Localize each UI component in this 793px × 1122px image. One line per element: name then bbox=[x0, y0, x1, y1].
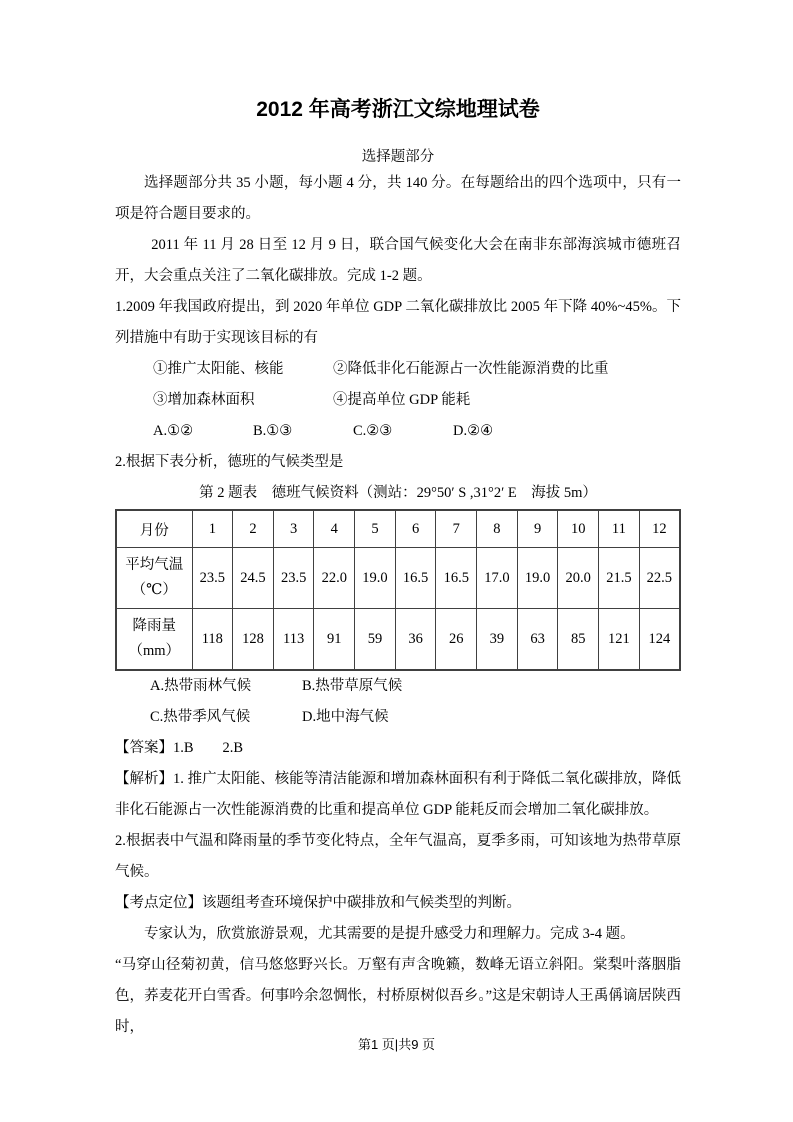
intro-paragraph: 选择题部分共 35 小题，每小题 4 分，共 140 分。在每题给出的四个选项中，只有一项是符合题目要求的。 bbox=[115, 175, 681, 222]
choice-c: C.热带季风气候 bbox=[150, 709, 251, 725]
exam-point-paragraph: 【考点定位】该题组考查环境保护中碳排放和气候类型的判断。 bbox=[115, 895, 521, 911]
choice-b: B.①③ bbox=[253, 423, 293, 439]
rain-cell: 128 bbox=[233, 609, 274, 671]
month-cell: 6 bbox=[395, 510, 436, 548]
temperature-row-label bbox=[116, 548, 192, 609]
temp-cell: 22.0 bbox=[314, 548, 355, 609]
month-cell: 4 bbox=[314, 510, 355, 548]
page-title: 2012 年高考浙江文综地理试卷 bbox=[256, 98, 540, 121]
temp-cell: 16.5 bbox=[436, 548, 477, 609]
question-2-stem: 2.根据下表分析，德班的气候类型是 bbox=[115, 454, 344, 470]
climate-table-caption: 第 2 题表 德班气候资料（测站：29°50′ S ,31°2′ E 海拔 5m） bbox=[199, 485, 597, 501]
rain-cell: 36 bbox=[395, 609, 436, 671]
month-cell: 3 bbox=[273, 510, 314, 548]
table-header-row bbox=[116, 510, 680, 548]
rain-cell: 63 bbox=[517, 609, 558, 671]
option-item-4: ④提高单位 GDP 能耗 bbox=[333, 392, 471, 408]
temp-cell: 24.5 bbox=[233, 548, 274, 609]
choice-c: C.②③ bbox=[353, 423, 393, 439]
month-cell: 12 bbox=[639, 510, 680, 548]
rain-cell: 121 bbox=[599, 609, 640, 671]
rainfall-row bbox=[116, 609, 680, 671]
rain-cell: 26 bbox=[436, 609, 477, 671]
rain-cell: 39 bbox=[477, 609, 518, 671]
temperature-label-text: 平均气温 bbox=[125, 557, 184, 573]
month-cell: 1 bbox=[192, 510, 233, 548]
question-3-4-context: 专家认为，欣赏旅游景观，尤其需要的是提升感受力和理解力。完成 3-4 题。 bbox=[144, 926, 635, 942]
month-cell: 9 bbox=[517, 510, 558, 548]
question-1-stem: 1.2009 年我国政府提出，到 2020 年单位 GDP 二氧化碳排放比 2005 年下降 40%~45%。下列措施中有助于实现该目标的有 bbox=[115, 299, 681, 346]
answer-line: 【答案】1.B 2.B bbox=[115, 740, 244, 756]
month-header-cell: 月份 bbox=[116, 510, 192, 548]
temp-cell: 19.0 bbox=[355, 548, 396, 609]
month-cell: 2 bbox=[233, 510, 274, 548]
analysis-paragraph-1: 【解析】1. 推广太阳能、核能等清洁能源和增加森林面积有利于降低二氧化碳排放，降低非化石能源占一次性能源消费的比重和提高单位 GDP 能耗反而会增加二氧化碳排放。 bbox=[115, 771, 681, 818]
rain-cell: 91 bbox=[314, 609, 355, 671]
temp-cell: 23.5 bbox=[192, 548, 233, 609]
rain-cell: 124 bbox=[639, 609, 680, 671]
month-cell: 10 bbox=[558, 510, 599, 548]
rainfall-unit-text: （mm） bbox=[128, 643, 181, 659]
rainfall-label-text: 降雨量 bbox=[132, 618, 176, 634]
option-item-1: ①推广太阳能、核能 bbox=[153, 361, 284, 377]
rain-cell: 118 bbox=[192, 609, 233, 671]
month-cell: 7 bbox=[436, 510, 477, 548]
question-1-choices-row bbox=[153, 416, 681, 447]
question-1-items-row-1 bbox=[153, 354, 681, 385]
temperature-unit-text: （℃） bbox=[131, 582, 177, 598]
option-item-3: ③增加森林面积 bbox=[153, 392, 255, 408]
temp-cell: 20.0 bbox=[558, 548, 599, 609]
analysis-paragraph-2: 2.根据表中气温和降雨量的季节变化特点，全年气温高，夏季多雨，可知该地为热带草原气候。 bbox=[115, 833, 681, 880]
choice-a: A.热带雨林气候 bbox=[150, 678, 252, 694]
month-cell: 8 bbox=[477, 510, 518, 548]
section-heading: 选择题部分 bbox=[361, 149, 435, 165]
choice-d: D.②④ bbox=[453, 423, 494, 439]
page-footer: 第1 页|共9 页 bbox=[357, 1037, 436, 1052]
option-item-2: ②降低非化石能源占一次性能源消费的比重 bbox=[333, 361, 609, 377]
temp-cell: 22.5 bbox=[639, 548, 680, 609]
question-1-items-row-2 bbox=[153, 385, 681, 416]
temperature-row bbox=[116, 548, 680, 609]
temp-cell: 16.5 bbox=[395, 548, 436, 609]
choice-d: D.地中海气候 bbox=[302, 709, 389, 725]
temp-cell: 21.5 bbox=[599, 548, 640, 609]
rain-cell: 85 bbox=[558, 609, 599, 671]
poem-paragraph: “马穿山径菊初黄，信马悠悠野兴长。万壑有声含晚籁，数峰无语立斜阳。棠梨叶落胭脂色，荞麦花开白雪香。何事吟余忽惆怅，村桥原树似吾乡。”这是宋朝诗人王禹偁谪居陕西时， bbox=[115, 957, 681, 1035]
rain-cell: 59 bbox=[355, 609, 396, 671]
rainfall-row-label bbox=[116, 609, 192, 671]
choice-b: B.热带草原气候 bbox=[302, 678, 403, 694]
question-1-2-context: 2011 年 11 月 28 日至 12 月 9 日，联合国气候变化大会在南非东部海滨城市德班召开，大会重点关注了二氧化碳排放。完成 1-2 题。 bbox=[115, 237, 681, 284]
temp-cell: 19.0 bbox=[517, 548, 558, 609]
temp-cell: 23.5 bbox=[273, 548, 314, 609]
month-cell: 11 bbox=[599, 510, 640, 548]
question-2-choices-row-1 bbox=[150, 671, 681, 702]
question-2-choices-row-2 bbox=[150, 702, 681, 733]
month-cell: 5 bbox=[355, 510, 396, 548]
climate-table bbox=[115, 509, 681, 671]
temp-cell: 17.0 bbox=[477, 548, 518, 609]
choice-a: A.①② bbox=[153, 423, 194, 439]
rain-cell: 113 bbox=[273, 609, 314, 671]
